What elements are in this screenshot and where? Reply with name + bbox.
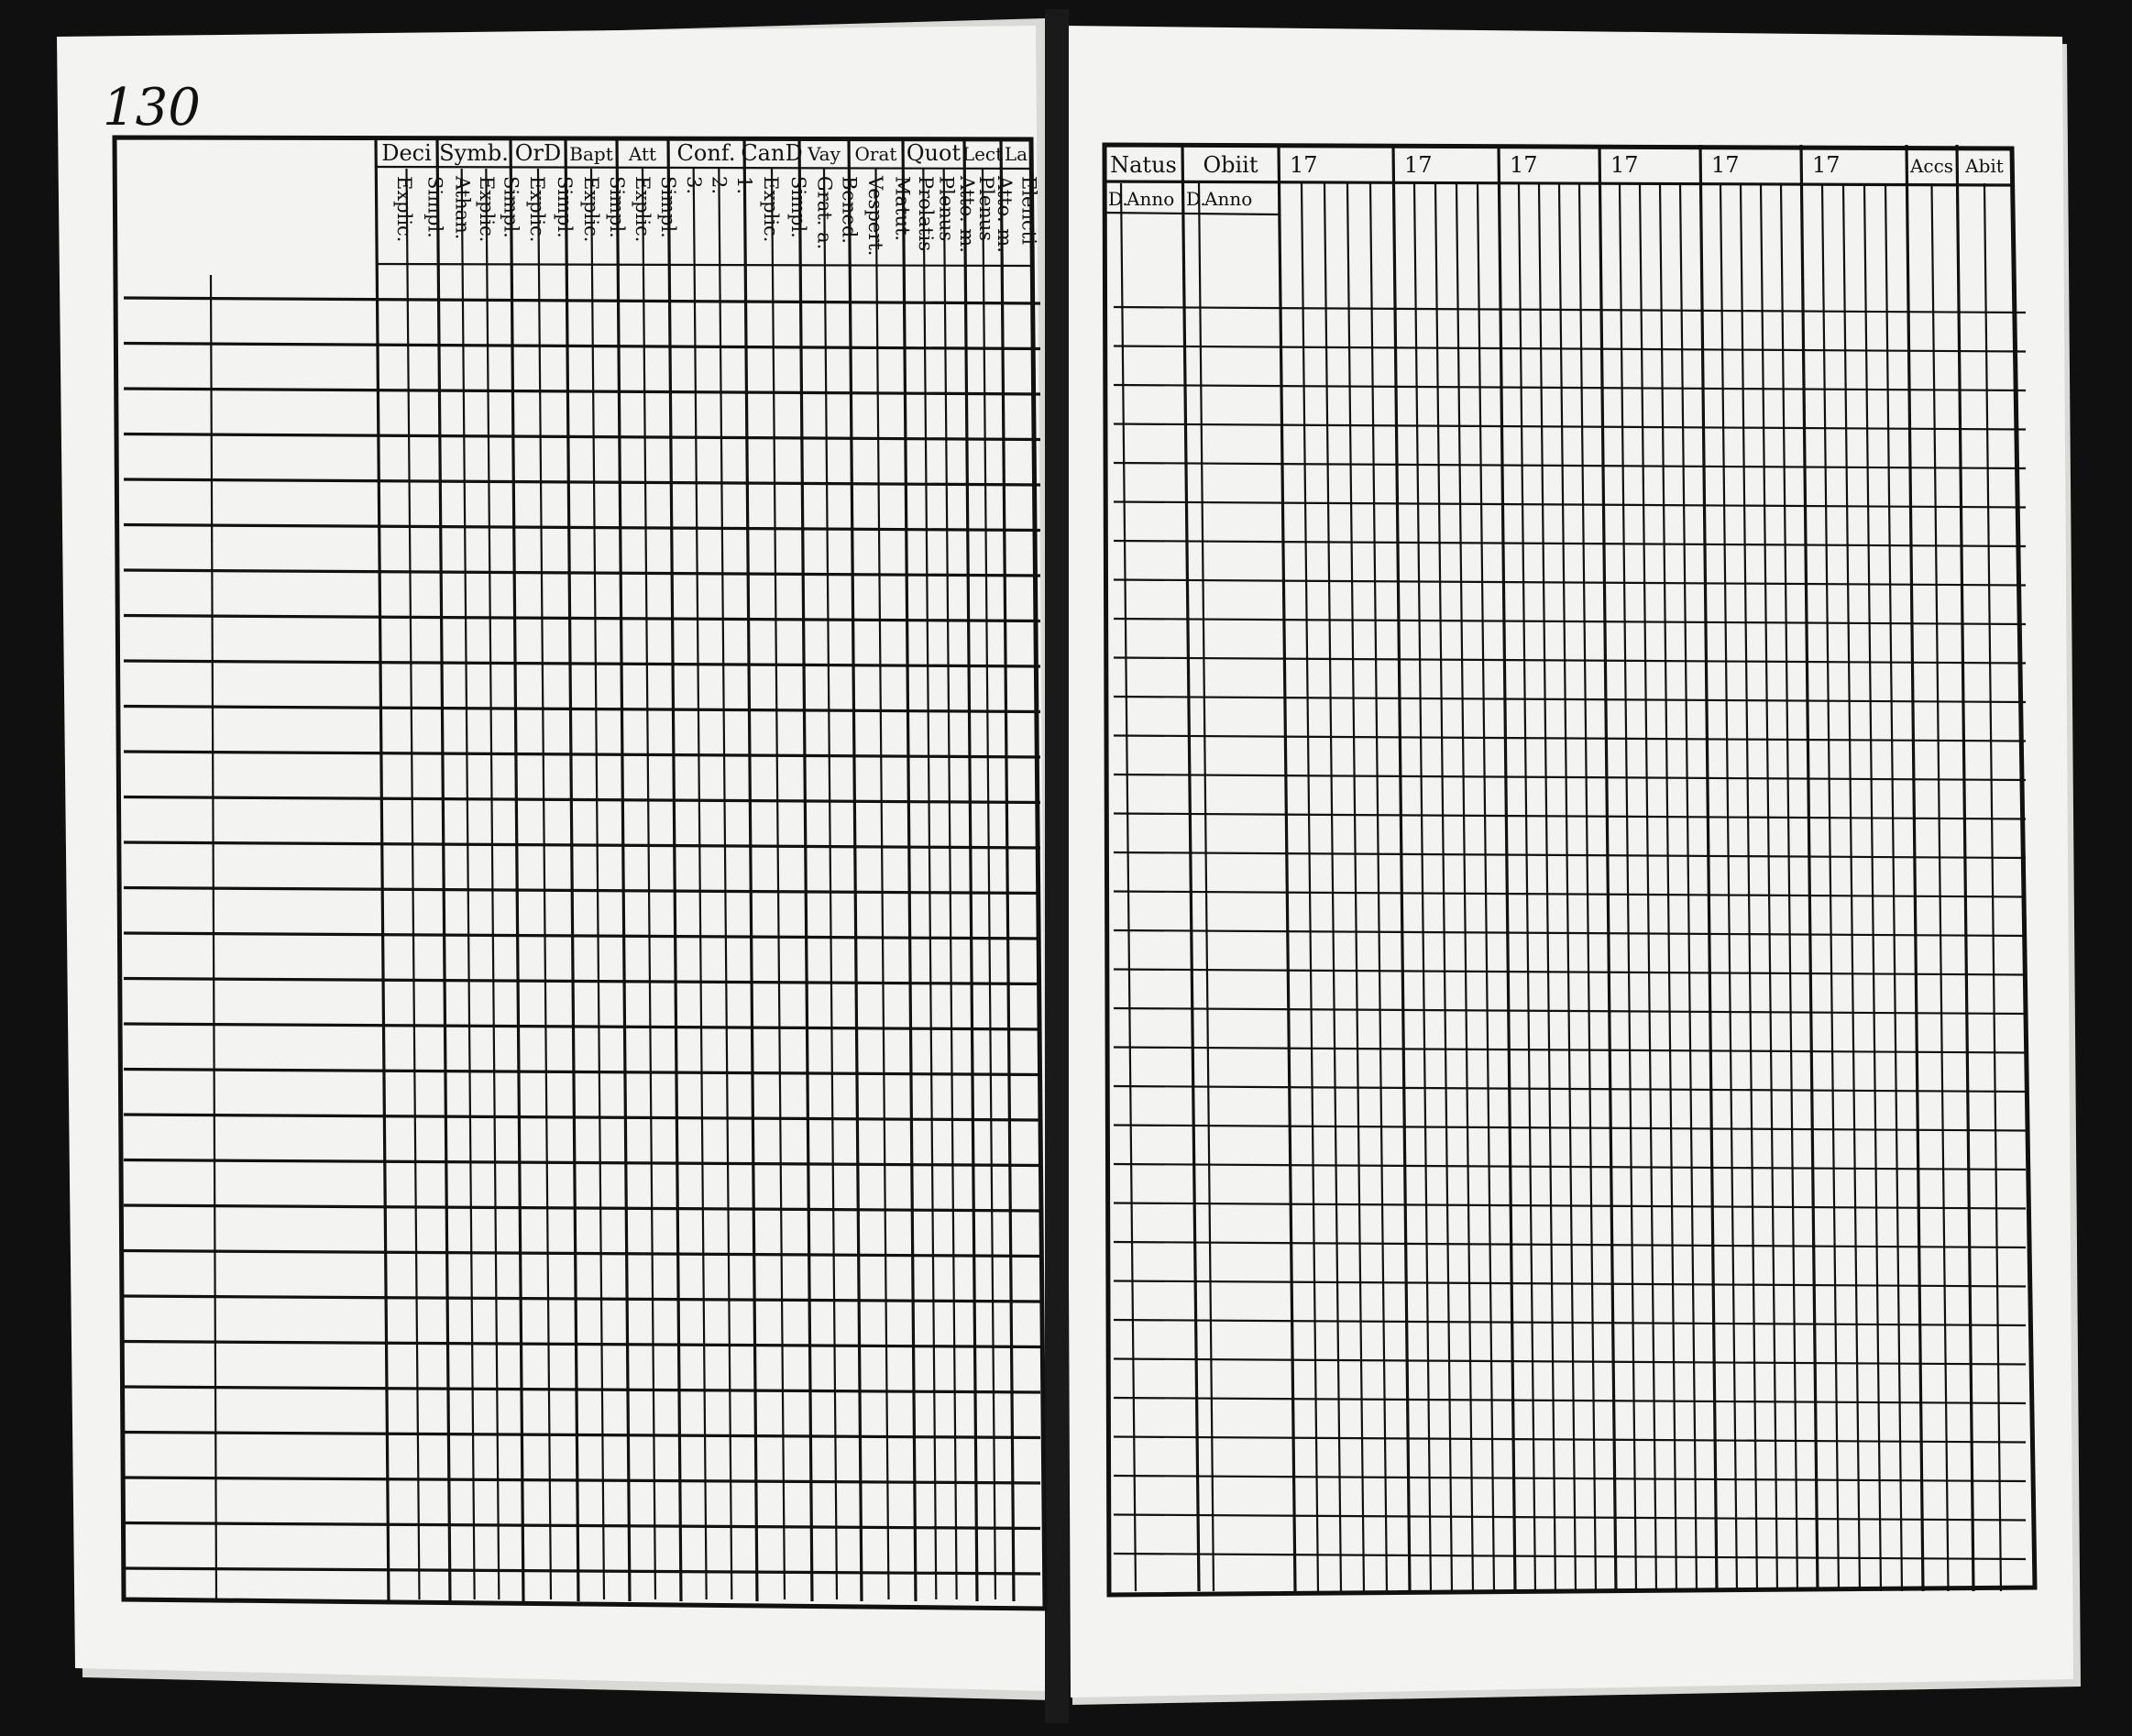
left-subcolumn-header: Grat. a. (813, 176, 836, 250)
left-subcolumn-header: Plenus (975, 176, 997, 242)
right-column-header: 17 (1812, 152, 1841, 178)
left-column-header: La (1004, 143, 1028, 165)
left-subcolumn-header: Explic. (476, 176, 498, 243)
right-column-header: 17 (1404, 152, 1433, 178)
left-column-header: Deci (381, 140, 432, 166)
left-column-header: OrD (514, 140, 562, 166)
left-column-header: Bapt (569, 143, 613, 165)
left-subcolumn-header: Matut. (891, 176, 914, 242)
right-subcolumn-header: D. (1108, 188, 1128, 210)
right-column-header: Natus (1110, 152, 1177, 178)
left-subcolumn-header: Bened. (838, 176, 861, 244)
left-column-header: Orat (854, 143, 897, 165)
right-subcolumn-header: D. (1186, 188, 1206, 210)
left-column-header: CanD (741, 140, 803, 166)
left-column-header: Conf. (676, 140, 736, 166)
left-subcolumn-header: Prolatis (915, 176, 938, 251)
left-subcolumn-header: Explic. (760, 176, 782, 243)
left-subcolumn-header: Vespert. (863, 176, 886, 257)
left-column-header: Quot (906, 140, 962, 166)
left-page (57, 26, 1050, 1691)
right-column-header: 17 (1510, 152, 1538, 178)
right-column-header: Abit (1965, 155, 2004, 177)
left-subcolumn-header: Explic. (526, 176, 548, 243)
right-subcolumn-header: Anno (1204, 188, 1253, 210)
left-subcolumn-header: Athan. (451, 176, 474, 240)
right-subcolumn-header: Anno (1126, 188, 1175, 210)
left-subcolumn-header: Plenus (935, 176, 958, 242)
left-subcolumn-header: Explic. (580, 176, 602, 243)
left-column-header: Att (628, 143, 657, 165)
left-subcolumn-header: Atto. m. (994, 176, 1016, 253)
left-subcolumn-header: Explic. (392, 176, 415, 243)
left-subcolumn-header: 2. (708, 176, 731, 195)
left-subcolumn-header: 1. (733, 176, 756, 195)
left-subcolumn-header: Simpl. (787, 176, 809, 238)
left-subcolumn-header: 3. (682, 176, 705, 195)
folio-number: 130 (103, 78, 201, 137)
left-subcolumn-header: Simpl. (423, 176, 446, 238)
left-column-header: Lect (962, 143, 1004, 165)
right-column-header: 17 (1610, 152, 1639, 178)
right-column-header: Accs (1909, 155, 1954, 177)
left-column-header: Symb. (439, 140, 509, 166)
left-subcolumn-header: Simpl. (500, 176, 522, 238)
left-subcolumn-header: Simpl. (657, 176, 679, 238)
right-column-header: 17 (1290, 152, 1318, 178)
left-subcolumn-header: Elencti (1017, 176, 1040, 245)
right-column-header: Obiit (1203, 152, 1258, 178)
right-column-header: 17 (1711, 152, 1740, 178)
left-subcolumn-header: Simpl. (554, 176, 576, 238)
left-column-header: Vay (808, 143, 841, 165)
left-subcolumn-header: Explic. (632, 176, 654, 243)
left-subcolumn-header: Atto. m. (955, 176, 978, 253)
left-subcolumn-header: Simpl. (606, 176, 628, 238)
